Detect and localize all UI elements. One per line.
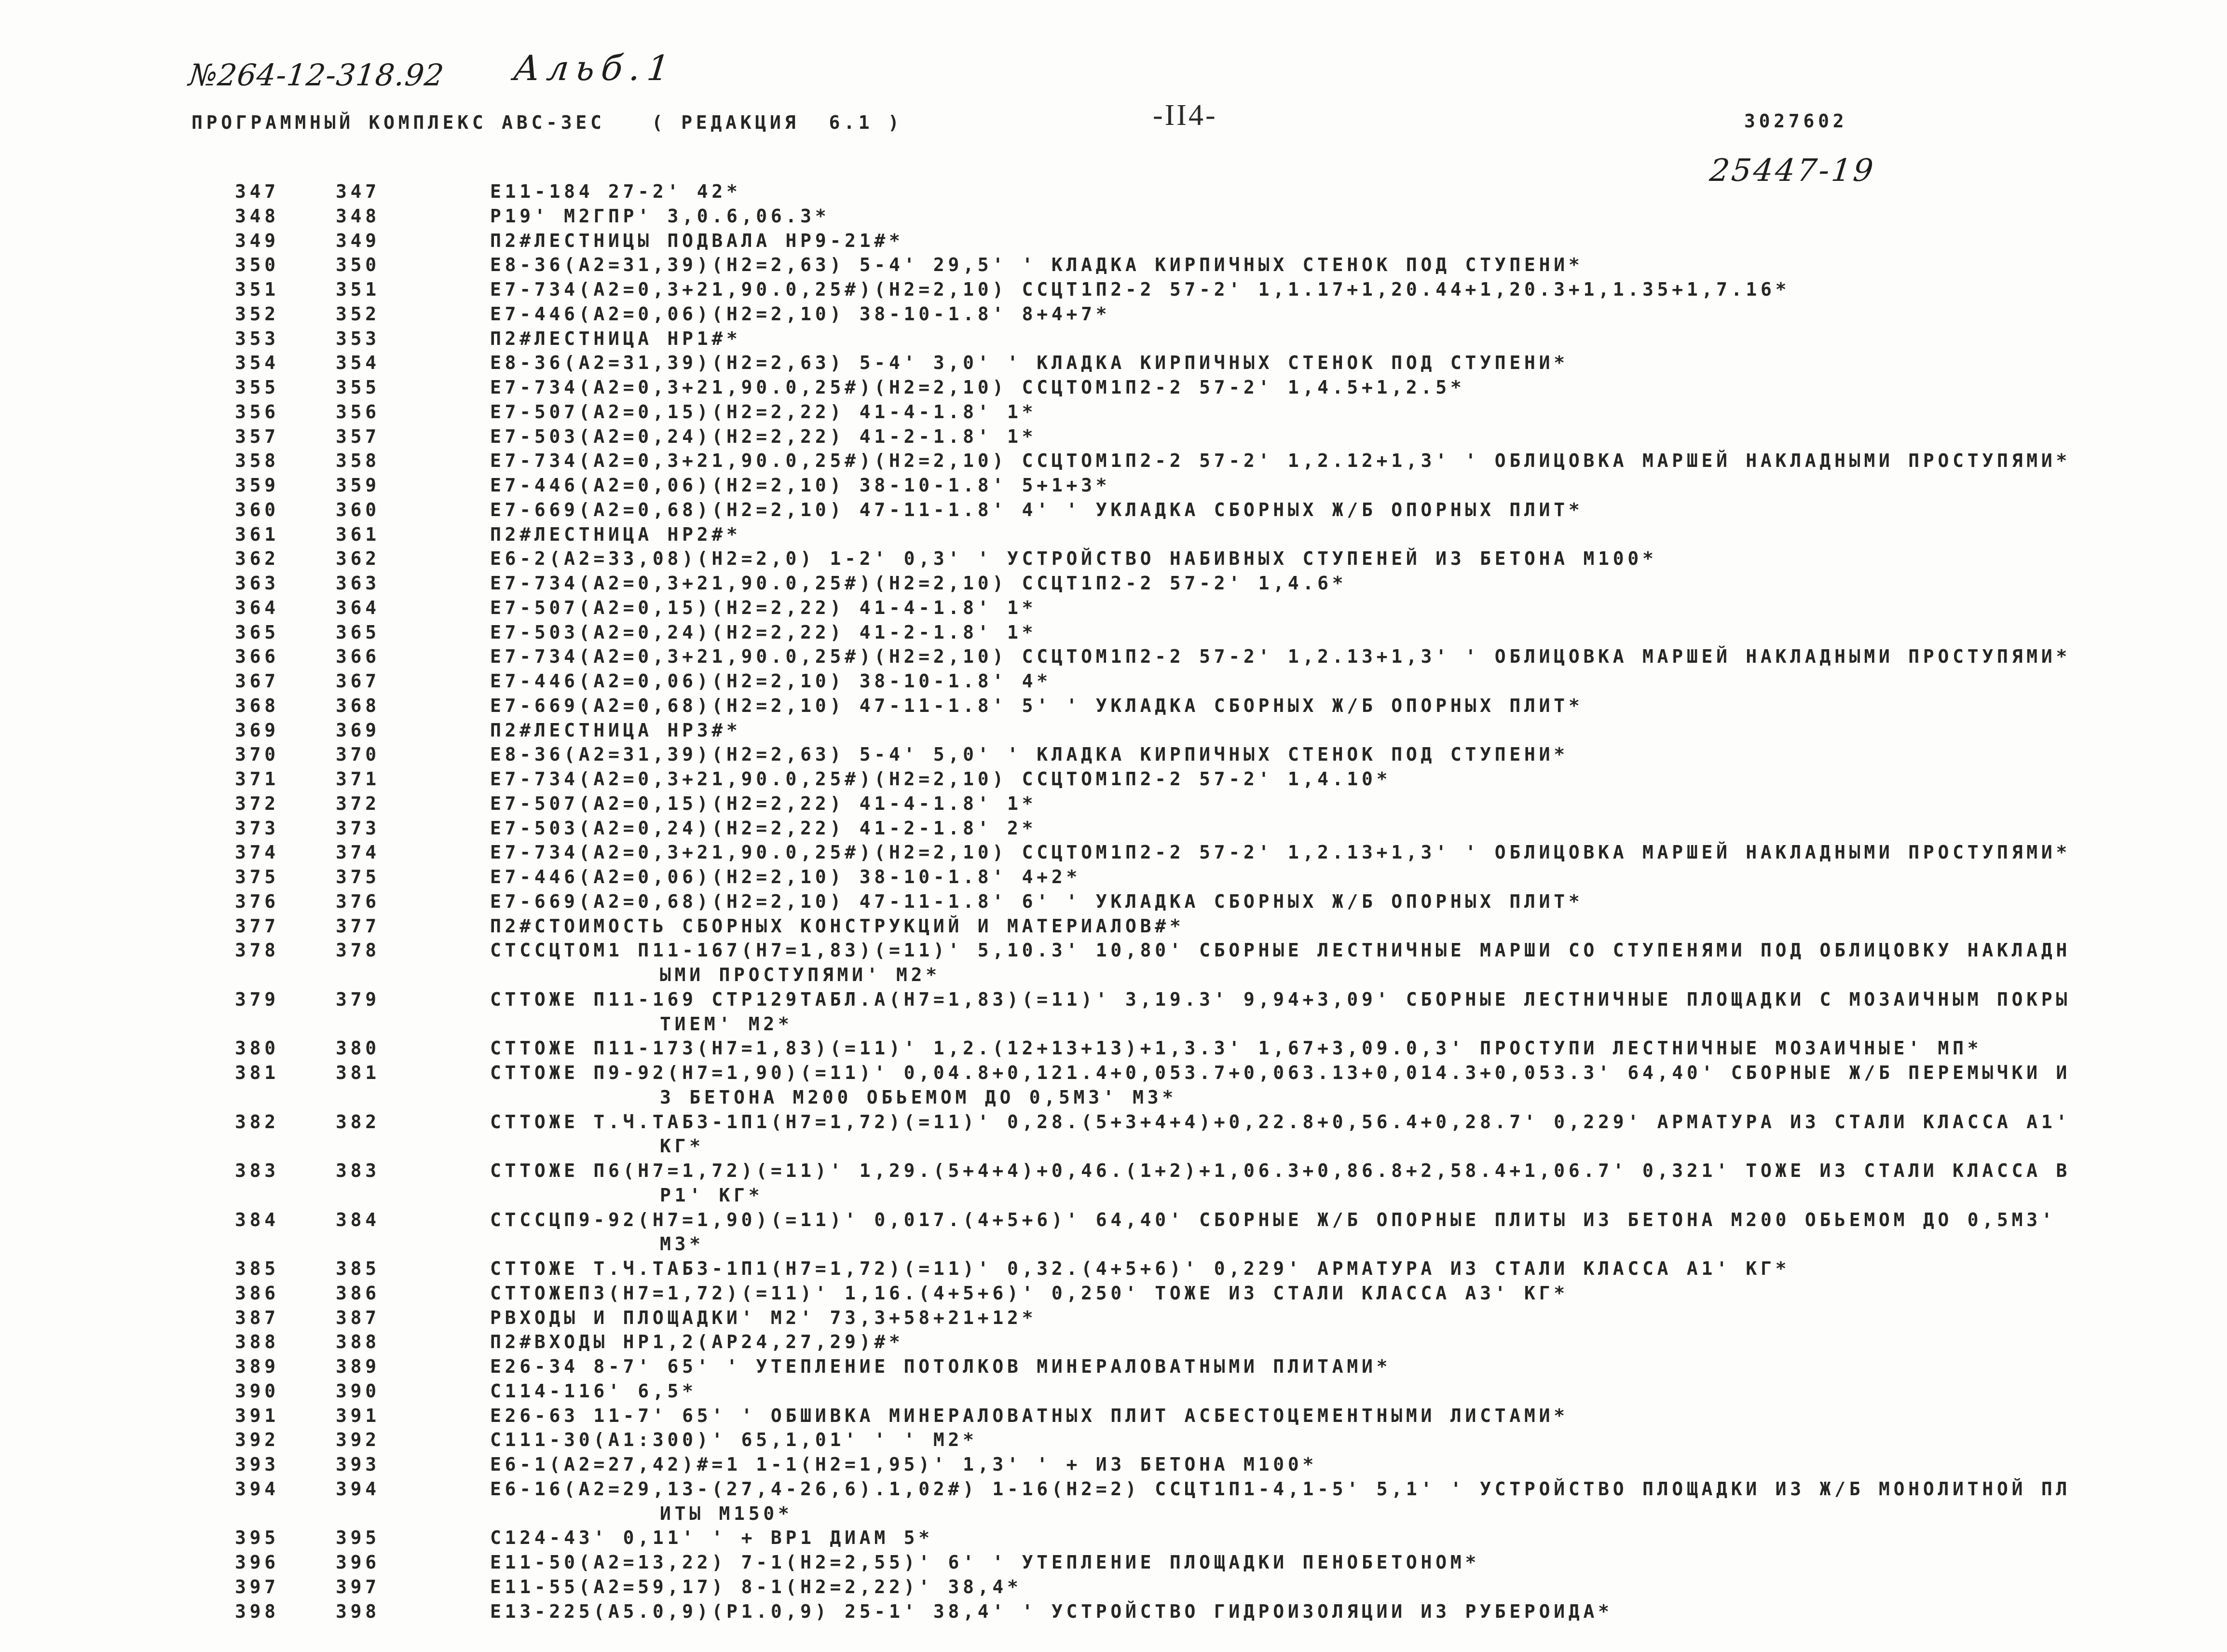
listing-row (0, 1110, 2227, 1157)
line-number: 356 (235, 401, 279, 423)
listing-row (0, 1036, 2227, 1061)
listing-row (0, 694, 2227, 718)
statement-text: Р19' М2ГПР' 3,0.6,06.3* (490, 205, 830, 227)
program-title: ПРОГРАММНЫЙ КОМПЛЕКС АВС-3ЕС (191, 112, 605, 133)
line-number: 396 (235, 1552, 279, 1573)
statement-number: 350 (336, 254, 380, 276)
line-number: 392 (235, 1429, 279, 1451)
statement-text: Е8-36(А2=31,39)(Н2=2,63) 5-4' 29,5' ' КЛАДКА КИРПИЧНЫХ СТЕНОК ПОД СТУПЕНИ* (490, 254, 1584, 276)
listing-row (0, 571, 2227, 596)
listing-row (0, 1330, 2227, 1354)
listing-row (0, 1477, 2227, 1524)
line-number: 373 (235, 817, 279, 839)
statement-text: Е7-503(А2=0,24)(Н2=2,22) 41-2-1.8' 1* (490, 425, 1037, 447)
statement-text: Е7-507(А2=0,15)(Н2=2,22) 41-4-1.8' 1* (490, 597, 1037, 618)
listing-row (0, 498, 2227, 522)
handwritten-code: 25447-19 (1708, 153, 1877, 189)
listing-row (0, 620, 2227, 645)
statement-number: 348 (336, 205, 380, 227)
listing-row (0, 1550, 2227, 1575)
line-number: 386 (235, 1282, 279, 1304)
listing-row (0, 473, 2227, 498)
line-number: 363 (235, 573, 279, 594)
listing-row (0, 1306, 2227, 1330)
statement-text: СТТОЖЕ Т.Ч.ТАБ3-1П1(Н7=1,72)(=11)' 0,32.(4+5+6)' 0,229' АРМАТУРА ИЗ СТАЛИ КЛАССА А1' КГ* (490, 1258, 1790, 1279)
statement-text: Е6-2(А2=33,08)(Н2=2,0) 1-2' 0,3' ' УСТРОЙСТВО НАБИВНЫХ СТУПЕНЕЙ ИЗ БЕТОНА М100* (490, 548, 1657, 570)
listing-row (0, 767, 2227, 792)
line-number: 389 (235, 1356, 279, 1377)
statement-number: 376 (336, 890, 380, 912)
statement-number: 364 (336, 597, 380, 618)
line-number: 354 (235, 352, 279, 374)
listing-row (0, 327, 2227, 351)
listing-row (0, 1208, 2227, 1255)
statement-number: 363 (336, 573, 380, 594)
statement-number: 398 (336, 1600, 380, 1622)
statement-text: Е7-503(А2=0,24)(Н2=2,22) 41-2-1.8' 1* (490, 621, 1037, 643)
listing-row (0, 179, 2227, 204)
statement-number: 383 (336, 1160, 380, 1181)
handwritten-document-number: №264-12-318.92 (187, 57, 446, 93)
program-edition: ( РЕДАКЦИЯ 6.1 ) (652, 112, 903, 133)
statement-text: Е7-669(А2=0,68)(Н2=2,10) 47-11-1.8' 6' ' УКЛАДКА СБОРНЫХ Ж/Б ОПОРНЫХ ПЛИТ* (490, 890, 1584, 912)
statement-number: 358 (336, 450, 380, 472)
listing-row (0, 1061, 2227, 1108)
statement-text: Е7-734(А2=0,3+21,90.0,25#)(Н2=2,10) ССЦТОМ1П2-2 57-2' 1,4.5+1,2.5* (490, 377, 1465, 398)
handwritten-album-note: Альб.1 (511, 48, 678, 88)
listing-row (0, 277, 2227, 302)
statement-number: 379 (336, 988, 380, 1010)
statement-number: 386 (336, 1282, 380, 1304)
listing-row (0, 840, 2227, 865)
statement-number: 372 (336, 792, 380, 814)
statement-number: 347 (336, 181, 380, 202)
listing-row (0, 1599, 2227, 1624)
line-number: 351 (235, 279, 279, 300)
line-number: 383 (235, 1160, 279, 1181)
line-number: 359 (235, 475, 279, 496)
line-number: 376 (235, 890, 279, 912)
statement-text: СТССЦТОМ1 П11-167(Н7=1,83)(=11)' 5,10.3' 10,80' СБОРНЫЕ ЛЕСТНИЧНЫЕ МАРШИ СО СТУПЕНЯМИ ПОД ОБЛИЦОВКУ НАКЛАДН (490, 940, 2071, 961)
listing-row (0, 938, 2227, 985)
statement-number: 387 (336, 1307, 380, 1328)
line-number: 366 (235, 646, 279, 668)
line-number: 360 (235, 499, 279, 520)
line-number: 377 (235, 915, 279, 937)
statement-number: 365 (336, 621, 380, 643)
listing-row (0, 546, 2227, 571)
statement-text: С111-30(А1:300)' 65,1,01' ' ' М2* (490, 1429, 978, 1451)
statement-number: 360 (336, 499, 380, 520)
line-number: 394 (235, 1478, 279, 1500)
statement-number: 367 (336, 670, 380, 692)
line-number: 357 (235, 425, 279, 447)
listing-row (0, 792, 2227, 816)
statement-number: 380 (336, 1038, 380, 1059)
page-number: -II4- (1153, 99, 1217, 132)
listing-row (0, 351, 2227, 375)
statement-text: Е7-734(А2=0,3+21,90.0,25#)(Н2=2,10) ССЦТ1П2-2 57-2' 1,1.17+1,20.44+1,20.3+1,1.35+1,7.16* (490, 279, 1790, 300)
listing-row (0, 1281, 2227, 1306)
statement-text: Е6-16(А2=29,13-(27,4-26,6).1,02#) 1-16(Н2=2) ССЦТ1П1-4,1-5' 5,1' ' УСТРОЙСТВО ПЛОЩАДКИ ИЗ Ж/Б МОНОЛИТНОЙ ПЛ (490, 1478, 2071, 1500)
listing-row (0, 987, 2227, 1035)
document-id: 3027602 (1744, 110, 1848, 132)
statement-number: 378 (336, 940, 380, 961)
statement-number: 377 (336, 915, 380, 937)
listing-row (0, 889, 2227, 914)
listing-row (0, 522, 2227, 547)
statement-number: 356 (336, 401, 380, 423)
statement-number: 355 (336, 377, 380, 398)
statement-number: 369 (336, 719, 380, 741)
line-number: 349 (235, 230, 279, 251)
statement-number: 385 (336, 1258, 380, 1279)
line-number: 370 (235, 744, 279, 765)
statement-text: Е7-503(А2=0,24)(Н2=2,22) 41-2-1.8' 2* (490, 817, 1037, 839)
statement-number: 352 (336, 303, 380, 325)
statement-number: 390 (336, 1380, 380, 1402)
statement-text: Е8-36(А2=31,39)(Н2=2,63) 5-4' 5,0' ' КЛАДКА КИРПИЧНЫХ СТЕНОК ПОД СТУПЕНИ* (490, 744, 1569, 765)
listing-row (0, 1428, 2227, 1452)
line-number: 368 (235, 695, 279, 716)
statement-text: Е6-1(А2=27,42)#=1 1-1(Н2=1,95)' 1,3' ' + ИЗ БЕТОНА М100* (490, 1454, 1318, 1475)
statement-text: Е7-446(А2=0,06)(Н2=2,10) 38-10-1.8' 4* (490, 670, 1052, 692)
line-number: 385 (235, 1258, 279, 1279)
line-number: 390 (235, 1380, 279, 1402)
line-number: 398 (235, 1600, 279, 1622)
line-number: 353 (235, 328, 279, 349)
statement-number: 382 (336, 1111, 380, 1133)
statement-text: П2#ЛЕСТНИЦА НР2#* (490, 523, 741, 545)
line-number: 371 (235, 768, 279, 790)
statement-text: Е11-50(А2=13,22) 7-1(Н2=2,55)' 6' ' УТЕПЛЕНИЕ ПЛОЩАДКИ ПЕНОБЕТОНОМ* (490, 1552, 1480, 1573)
listing-row (0, 1256, 2227, 1281)
listing-row (0, 1526, 2227, 1550)
statement-text: Е11-184 27-2' 42* (490, 181, 741, 202)
statement-continuation: М3* (660, 1233, 704, 1255)
statement-text: Е7-734(А2=0,3+21,90.0,25#)(Н2=2,10) ССЦТОМ1П2-2 57-2' 1,2.13+1,3' ' ОБЛИЦОВКА МАРШЕЙ НАКЛАДНЫМИ ПРОСТУПЯМИ* (490, 842, 2071, 863)
statement-text: СТТОЖЕ П11-169 СТР129ТАБЛ.А(Н7=1,83)(=11)' 3,19.3' 9,94+3,09' СБОРНЫЕ ЛЕСТНИЧНЫЕ ПЛОЩАДКИ С МОЗАИЧНЫМ ПОКРЫ (490, 988, 2071, 1010)
statement-text: Е26-34 8-7' 65' ' УТЕПЛЕНИЕ ПОТОЛКОВ МИНЕРАЛОВАТНЫМИ ПЛИТАМИ* (490, 1356, 1392, 1377)
statement-text: Е26-63 11-7' 65' ' ОБШИВКА МИНЕРАЛОВАТНЫХ ПЛИТ АСБЕСТОЦЕМЕНТНЫМИ ЛИСТАМИ* (490, 1405, 1569, 1426)
statement-text: П2#ЛЕСТНИЦЫ ПОДВАЛА НР9-21#* (490, 230, 904, 251)
line-number: 397 (235, 1576, 279, 1597)
line-number: 375 (235, 866, 279, 887)
statement-number: 371 (336, 768, 380, 790)
listing-row (0, 204, 2227, 229)
statement-number: 397 (336, 1576, 380, 1597)
statement-text: Е7-507(А2=0,15)(Н2=2,22) 41-4-1.8' 1* (490, 401, 1037, 423)
statement-text: С114-116' 6,5* (490, 1380, 697, 1402)
statement-text: СТТОЖЕП3(Н7=1,72)(=11)' 1,16.(4+5+6)' 0,250' ТОЖЕ ИЗ СТАЛИ КЛАССА А3' КГ* (490, 1282, 1569, 1304)
line-number: 364 (235, 597, 279, 618)
statement-number: 394 (336, 1478, 380, 1500)
listing-row (0, 1379, 2227, 1404)
line-number: 388 (235, 1331, 279, 1353)
statement-text: Е7-734(А2=0,3+21,90.0,25#)(Н2=2,10) ССЦТОМ1П2-2 57-2' 1,2.12+1,3' ' ОБЛИЦОВКА МАРШЕЙ НАКЛАДНЫМИ ПРОСТУПЯМИ* (490, 450, 2071, 472)
statement-number: 357 (336, 425, 380, 447)
statement-number: 389 (336, 1356, 380, 1377)
statement-text: С124-43' 0,11' ' + ВР1 ДИАМ 5* (490, 1527, 933, 1549)
listing-row (0, 400, 2227, 424)
statement-number: 361 (336, 523, 380, 545)
statement-number: 373 (336, 817, 380, 839)
line-number: 369 (235, 719, 279, 741)
statement-number: 393 (336, 1454, 380, 1475)
line-number: 381 (235, 1062, 279, 1083)
statement-number: 370 (336, 744, 380, 765)
line-number: 395 (235, 1527, 279, 1549)
listing-row (0, 742, 2227, 767)
statement-number: 359 (336, 475, 380, 496)
listing-row (0, 424, 2227, 449)
listing-row (0, 449, 2227, 473)
statement-continuation: Р1' КГ* (660, 1184, 764, 1206)
statement-text: П2#СТОИМОСТЬ СБОРНЫХ КОНСТРУКЦИЙ И МАТЕРИАЛОВ#* (490, 915, 1185, 937)
listing-row (0, 1404, 2227, 1428)
line-number: 378 (235, 940, 279, 961)
statement-number: 351 (336, 279, 380, 300)
line-number: 362 (235, 548, 279, 570)
listing-row (0, 669, 2227, 694)
line-number: 358 (235, 450, 279, 472)
statement-text: СТТОЖЕ П6(Н7=1,72)(=11)' 1,29.(5+4+4)+0,46.(1+2)+1,06.3+0,86.8+2,58.4+1,06.7' 0,321' ТОЖЕ ИЗ СТАЛИ КЛАССА В (490, 1160, 2071, 1181)
listing-row (0, 644, 2227, 669)
listing-row (0, 718, 2227, 743)
line-number: 348 (235, 205, 279, 227)
listing-row (0, 375, 2227, 400)
statement-number: 392 (336, 1429, 380, 1451)
listing-row (0, 229, 2227, 253)
listing-row (0, 596, 2227, 620)
statement-text: Е7-446(А2=0,06)(Н2=2,10) 38-10-1.8' 8+4+7* (490, 303, 1111, 325)
statement-number: 353 (336, 328, 380, 349)
statement-number: 366 (336, 646, 380, 668)
line-number: 384 (235, 1209, 279, 1230)
line-number: 361 (235, 523, 279, 545)
line-number: 355 (235, 377, 279, 398)
line-number: 374 (235, 842, 279, 863)
statement-text: Е7-446(А2=0,06)(Н2=2,10) 38-10-1.8' 4+2* (490, 866, 1081, 887)
statement-number: 395 (336, 1527, 380, 1549)
statement-number: 384 (336, 1209, 380, 1230)
statement-continuation: ЫМИ ПРОСТУПЯМИ' М2* (660, 964, 941, 985)
statement-continuation: КГ* (660, 1135, 704, 1157)
statement-text: Е7-734(А2=0,3+21,90.0,25#)(Н2=2,10) ССЦТОМ1П2-2 57-2' 1,4.10* (490, 768, 1392, 790)
line-number: 372 (235, 792, 279, 814)
line-number: 391 (235, 1405, 279, 1426)
statement-number: 388 (336, 1331, 380, 1353)
listing-row (0, 1452, 2227, 1477)
statement-text: СТТОЖЕ П11-173(Н7=1,83)(=11)' 1,2.(12+13+13)+1,3.3' 1,67+3,09.0,3' ПРОСТУПИ ЛЕСТНИЧНЫЕ МОЗАИЧНЫЕ' МП* (490, 1038, 1982, 1059)
statement-text: П2#ЛЕСТНИЦА НР3#* (490, 719, 741, 741)
statement-number: 362 (336, 548, 380, 570)
listing-row (0, 1575, 2227, 1599)
line-number: 387 (235, 1307, 279, 1328)
statement-number: 354 (336, 352, 380, 374)
statement-number: 381 (336, 1062, 380, 1083)
statement-text: РВХОДЫ И ПЛОЩАДКИ' М2' 73,3+58+21+12* (490, 1307, 1037, 1328)
statement-continuation: ИТЫ М150* (660, 1502, 793, 1524)
listing-row (0, 865, 2227, 889)
line-number: 365 (235, 621, 279, 643)
statement-number: 349 (336, 230, 380, 251)
statement-text: Е13-225(А5.0,9)(Р1.0,9) 25-1' 38,4' ' УСТРОЙСТВО ГИДРОИЗОЛЯЦИИ ИЗ РУБЕРОИДА* (490, 1600, 1613, 1622)
line-number: 380 (235, 1038, 279, 1059)
statement-text: Е7-669(А2=0,68)(Н2=2,10) 47-11-1.8' 4' ' УКЛАДКА СБОРНЫХ Ж/Б ОПОРНЫХ ПЛИТ* (490, 499, 1584, 520)
statement-text: Е7-669(А2=0,68)(Н2=2,10) 47-11-1.8' 5' ' УКЛАДКА СБОРНЫХ Ж/Б ОПОРНЫХ ПЛИТ* (490, 695, 1584, 716)
listing-row (0, 302, 2227, 327)
statement-text: Е7-734(А2=0,3+21,90.0,25#)(Н2=2,10) ССЦТОМ1П2-2 57-2' 1,2.13+1,3' ' ОБЛИЦОВКА МАРШЕЙ НАКЛАДНЫМИ ПРОСТУПЯМИ* (490, 646, 2071, 668)
line-number: 347 (235, 181, 279, 202)
statement-text: Е7-507(А2=0,15)(Н2=2,22) 41-4-1.8' 1* (490, 792, 1037, 814)
statement-continuation: З БЕТОНА М200 ОБЬЕМОМ ДО 0,5М3' М3* (660, 1086, 1177, 1108)
statement-text: СТТОЖЕ Т.Ч.ТАБ3-1П1(Н7=1,72)(=11)' 0,28.(5+3+4+4)+0,22.8+0,56.4+0,28.7' 0,229' АРМАТУРА ИЗ СТАЛИ КЛАССА А1' (490, 1111, 2071, 1133)
listing-row (0, 1354, 2227, 1379)
listing-row (0, 253, 2227, 277)
statement-number: 374 (336, 842, 380, 863)
statement-text: П2#ЛЕСТНИЦА НР1#* (490, 328, 741, 349)
statement-text: Е7-446(А2=0,06)(Н2=2,10) 38-10-1.8' 5+1+3* (490, 475, 1111, 496)
line-number: 382 (235, 1111, 279, 1133)
statement-text: СТССЦП9-92(Н7=1,90)(=11)' 0,017.(4+5+6)' 64,40' СБОРНЫЕ Ж/Б ОПОРНЫЕ ПЛИТЫ ИЗ БЕТОНА М200 ОБЬЕМОМ ДО 0,5М3' (490, 1209, 2056, 1230)
statement-number: 396 (336, 1552, 380, 1573)
listing-row (0, 1159, 2227, 1206)
line-number: 367 (235, 670, 279, 692)
listing-row (0, 816, 2227, 841)
line-number: 352 (235, 303, 279, 325)
statement-text: Е8-36(А2=31,39)(Н2=2,63) 5-4' 3,0' ' КЛАДКА КИРПИЧНЫХ СТЕНОК ПОД СТУПЕНИ* (490, 352, 1569, 374)
statement-continuation: ТИЕМ' М2* (660, 1013, 793, 1035)
statement-number: 391 (336, 1405, 380, 1426)
statement-text: СТТОЖЕ П9-92(Н7=1,90)(=11)' 0,04.8+0,121.4+0,053.7+0,063.13+0,014.3+0,053.3' 64,40' СБОРНЫЕ Ж/Б ПЕРЕМЫЧКИ И (490, 1062, 2071, 1083)
statement-text: Е11-55(А2=59,17) 8-1(Н2=2,22)' 38,4* (490, 1576, 1022, 1597)
line-number: 393 (235, 1454, 279, 1475)
listing-row (0, 914, 2227, 939)
statement-text: Е7-734(А2=0,3+21,90.0,25#)(Н2=2,10) ССЦТ1П2-2 57-2' 1,4.6* (490, 573, 1347, 594)
statement-number: 368 (336, 695, 380, 716)
statement-text: П2#ВХОДЫ НР1,2(АР24,27,29)#* (490, 1331, 904, 1353)
line-number: 379 (235, 988, 279, 1010)
line-number: 350 (235, 254, 279, 276)
statement-number: 375 (336, 866, 380, 887)
